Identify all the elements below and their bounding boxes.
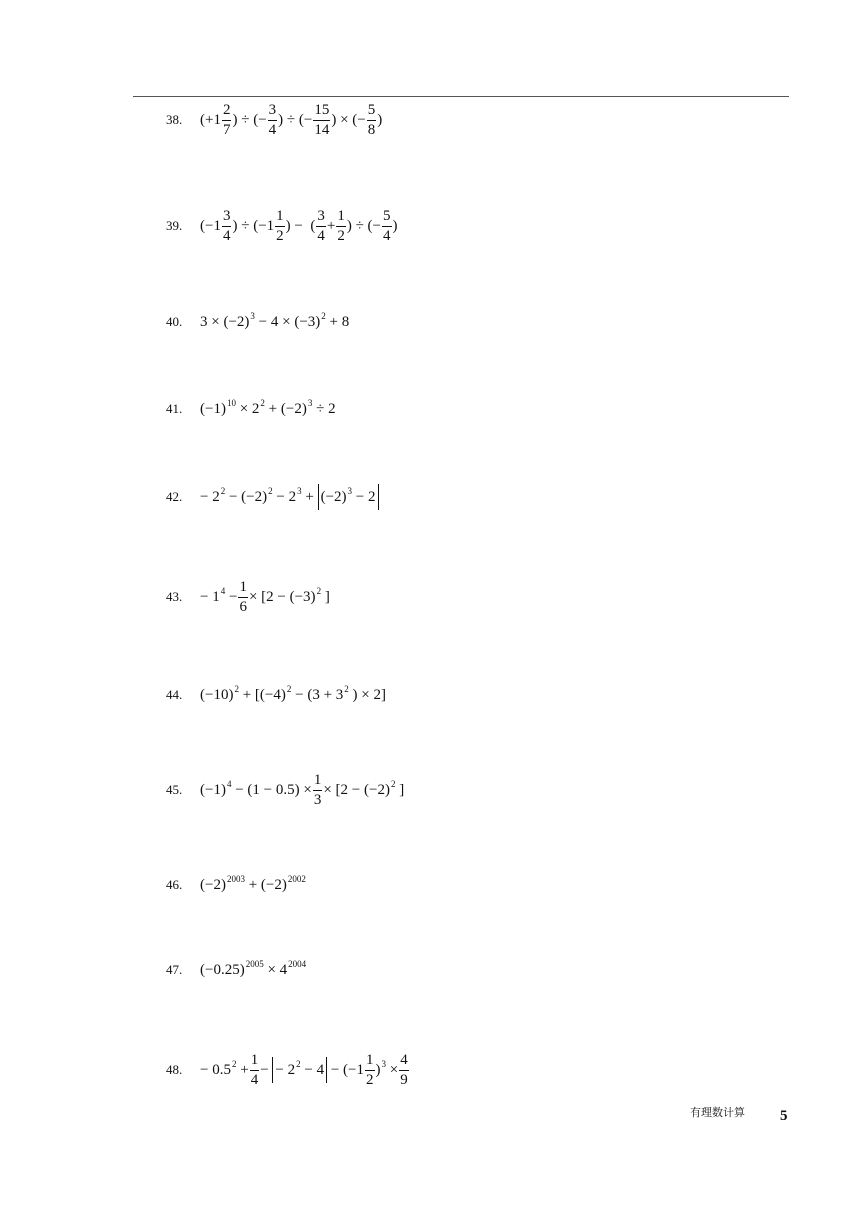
- expression: $3 \times (-2)^3 - 4 \times (-3)^2 + 8$: [200, 310, 350, 330]
- problem-number: 46.: [166, 877, 183, 892]
- expression: − $2^2 - (-2)^2 - 2^3$ + $(-2)^3 - 2$: [200, 484, 379, 510]
- expression: $(-0.25)^{2005} \times 4^{2004}$: [200, 958, 307, 978]
- problem-41: [166, 379, 336, 439]
- problem-number: 47.: [166, 962, 183, 977]
- problem-44: [166, 665, 386, 725]
- problem-45: [166, 760, 404, 820]
- expression: − $1^4$ − $\frac{1}{6}$ × [$2 - (-3)^2$ ]: [200, 578, 330, 615]
- problem-39: [166, 196, 398, 256]
- problem-number: 38.: [166, 112, 183, 127]
- problem-number: 40.: [166, 314, 183, 329]
- problem-number: 48.: [166, 1062, 183, 1077]
- problem-number: 45.: [166, 782, 183, 797]
- problem-38: [166, 90, 382, 150]
- page-number: 5: [780, 1108, 788, 1124]
- footer-title: 有理数计算: [690, 1106, 745, 1119]
- problem-number: 44.: [166, 687, 183, 702]
- problem-number: 39.: [166, 218, 183, 233]
- problem-40: [166, 292, 349, 352]
- expression: (−1 $\frac{3}{4}$ ) ÷ (−1 $\frac{1}{2}$ ) − ( $\frac{3}{4}$ + $\frac{1}{2}$ ) ÷ (− $\frac{5}{4}$ ): [200, 207, 398, 244]
- expression: $(-10)^2 + [(-4)^2 - (3 + 3^2$ ) × 2]: [200, 683, 386, 703]
- problem-42: [166, 467, 379, 527]
- expression: $(-1)^4 - (1 - 0.5)$ × $\frac{1}{3}$ × [$2 - (-2)^2$ ]: [200, 771, 405, 808]
- problem-number: 41.: [166, 401, 183, 416]
- expression: − $0.5^2$ + $\frac{1}{4}$ − − $2^2 - 4$ − (−1 $\frac{1}{2}$ )$^3$ × $\frac{4}{9}$: [200, 1051, 408, 1088]
- expression: $(-1)^{10} \times 2^2 + (-2)^3 \div 2$: [200, 397, 336, 417]
- problem-number: 42.: [166, 489, 183, 504]
- problem-47: [166, 940, 306, 1000]
- problem-number: 43.: [166, 589, 183, 604]
- problem-46: [166, 855, 306, 915]
- problem-48: [166, 1040, 410, 1100]
- expression: $(-2)^{2003} + (-2)^{2002}$: [200, 873, 306, 893]
- problem-43: [166, 567, 330, 627]
- expression: (+1 $\frac{2}{7}$ ) ÷ (− $\frac{3}{4}$ ) ÷ (− $\frac{15}{14}$ ) × (− $\frac{5}{8}$ ): [200, 101, 383, 138]
